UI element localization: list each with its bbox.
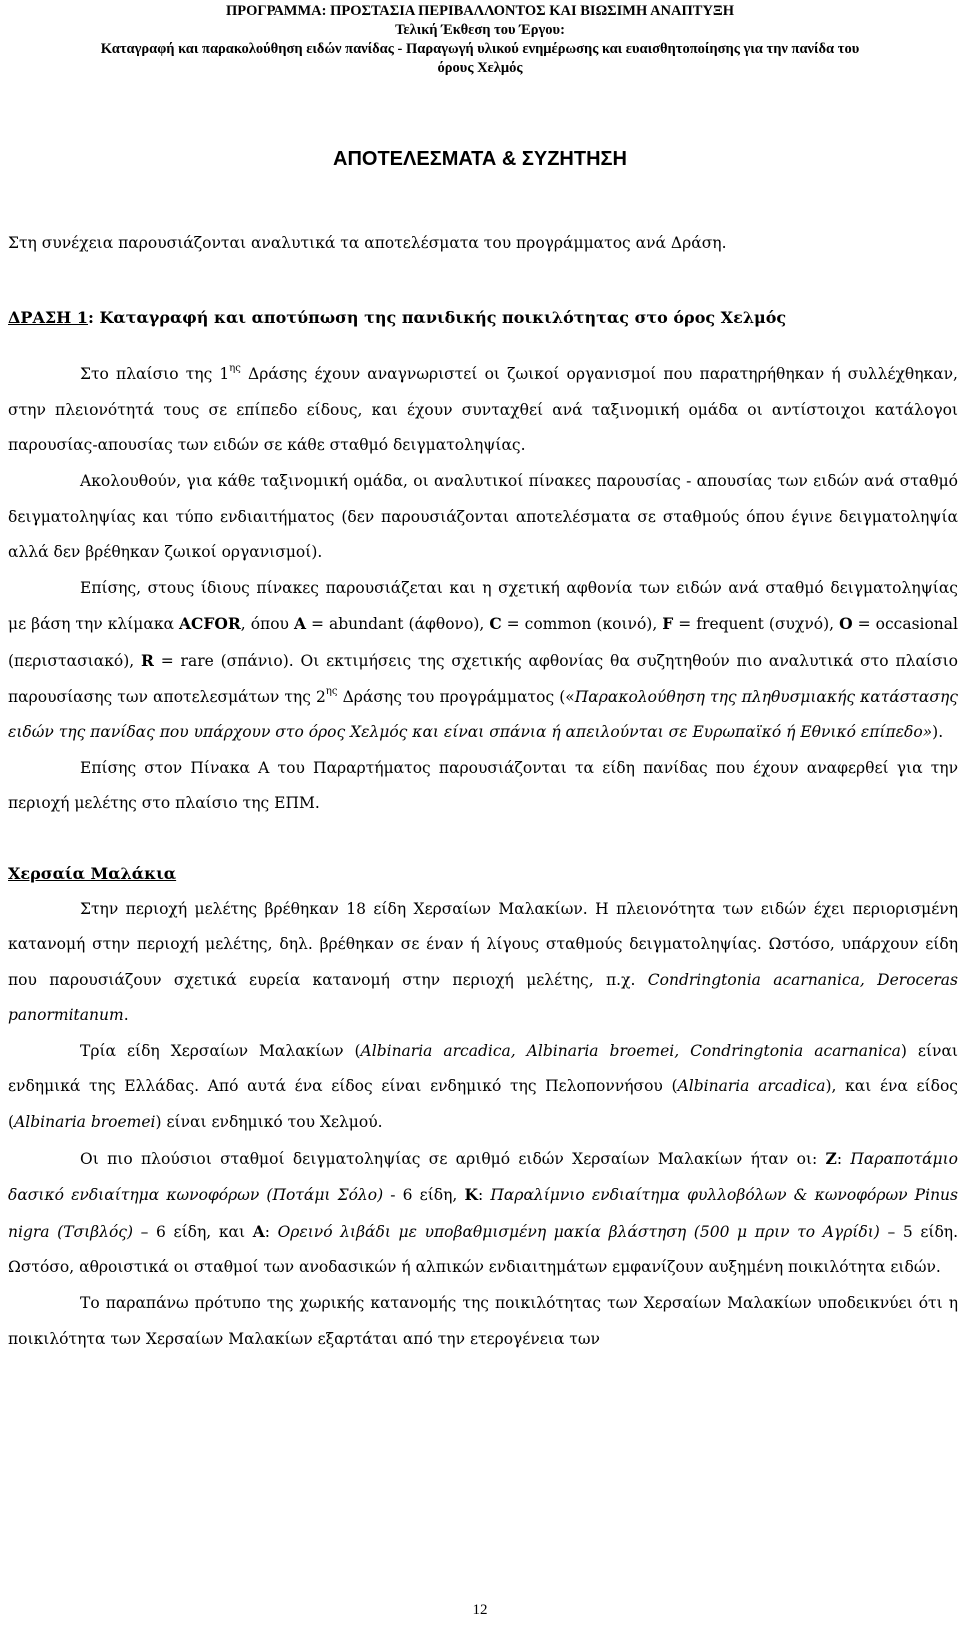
document-body bbox=[8, 226, 958, 1357]
paragraph-2: Ακολουθούν, για κάθε ταξινομική ομάδα, οι αναλυτικοί πίνακες παρουσίας - απουσίας των ειδών ανά σταθμό δειγματοληψίας και τύπο ενδιαιτήματος (δεν παρουσιάζονται αποτελέσματα σε σταθμούς όπου έγινε δειγματοληψία αλλά δεν βρέθηκαν ζωικοί οργανισμοί). bbox=[8, 471, 958, 562]
paragraph-6: Τρία είδη Χερσαίων Μαλακίων (Albinaria arcadica, Albinaria broemei, Condringtonia acarnanica) είναι ενδημικά της Ελλάδας. Από αυτά ένα είδος είναι ενδημικό της Πελοποννήσου (Albinaria arcadica), και ένα είδος (Albinaria broemei) είναι ενδημικό του Χελμού. bbox=[8, 1041, 958, 1132]
subsection-heading: Χερσαία Μαλάκια bbox=[8, 863, 177, 883]
section-title: ΑΠΟΤΕΛΕΣΜΑΤΑ & ΣΥΖΗΤΗΣΗ bbox=[333, 148, 627, 170]
action-heading: ΔΡΑΣΗ 1: Καταγραφή και αποτύπωση της πανιδικής ποικιλότητας στο όρος Χελμός bbox=[8, 307, 787, 327]
paragraph-7: Οι πιο πλούσιοι σταθμοί δειγματοληψίας σε αριθμό ειδών Χερσαίων Μαλακίων ήταν οι: Ζ: Παραποτάμιο δασικό ενδιαίτημα κωνοφόρων (Ποτάμι Σόλο) - 6 είδη, Κ: Παραλίμνιο ενδιαίτημα φυλλοβόλων & κωνοφόρων Pinus nigra (Τσιβλός) – 6 είδη, και Α: Ορεινό λιβάδι με υποβαθμισμένη μακία βλάστηση (500 μ πριν το Αγρίδι) – 5 είδη. Ωστόσο, αθροιστικά οι σταθμοί των ανοδασικών ή αλπικών ενδιαιτημάτων εμφανίζουν αυξημένη ποικιλότητα ειδών. bbox=[8, 1148, 959, 1277]
header-project-title-cont: όρους Χελμός bbox=[437, 60, 523, 76]
page-number: 12 bbox=[472, 1602, 488, 1618]
action-label: ΔΡΑΣΗ 1 bbox=[8, 307, 88, 327]
header-report-type: Τελική Έκθεση του Έργου: bbox=[395, 22, 565, 38]
paragraph-5: Στην περιοχή μελέτης βρέθηκαν 18 είδη Χερσαίων Μαλακίων. Η πλειονότητα των ειδών έχει περιορισμένη κατανομή στην περιοχή μελέτης, δηλ. βρέθηκαν σε έναν ή λίγους σταθμούς δειγματοληψίας. Ωστόσο, υπάρχουν είδη που παρουσιάζουν σχετικά ευρεία κατανομή στην περιοχή μελέτης, π.χ. Condringtonia acarnanica, Deroceras panormitanum. bbox=[8, 899, 958, 1025]
paragraph-3: Επίσης, στους ίδιους πίνακες παρουσιάζεται και η σχετική αφθονία των ειδών ανά σταθμό δειγματοληψίας με βάση την κλίμακα ACFOR, όπου A = abundant (άφθονο), C = common (κοινό), F = frequent (συχνό), O = occasional (περιστασιακό), R = rare (σπάνιο). Οι εκτιμήσεις της σχετικής αφθονίας θα συζητηθούν πιο αναλυτικά στο πλαίσιο παρουσίασης των αποτελεσμάτων της $2^{\eta\varsigma}$ Δράσης του προγράμματος («Παρακολούθηση της πληθυσμιακής κατάστασης ειδών της πανίδας που υπάρχουν στο όρος Χελμός και είναι σπάνια ή απειλούνται σε Ευρωπαϊκό ή Εθνικό επίπεδο»). bbox=[8, 578, 958, 742]
intro-paragraph: Στη συνέχεια παρουσιάζονται αναλυτικά τα αποτελέσματα του προγράμματος ανά Δράση. bbox=[8, 234, 727, 252]
action-title: Καταγραφή και αποτύπωση της πανιδικής ποικιλότητας στο όρος Χελμός bbox=[99, 307, 787, 327]
header-project-title: Καταγραφή και παρακολούθηση ειδών πανίδας - Παραγωγή υλικού ενημέρωσης και ευαισθητοποίησης για την πανίδα του bbox=[100, 41, 860, 57]
header-program: ΠΡΟΓΡΑΜΜΑ: ΠΡΟΣΤΑΣΙΑ ΠΕΡΙΒΑΛΛΟΝΤΟΣ ΚΑΙ ΒΙΩΣΙΜΗ ΑΝΑΠΤΥΞΗ bbox=[225, 3, 735, 19]
running-header bbox=[0, 2, 960, 78]
paragraph-4: Επίσης στον Πίνακα Α του Παραρτήματος παρουσιάζονται τα είδη πανίδας που έχουν αναφερθεί για την περιοχή μελέτης στο πλαίσιο της ΕΠΜ. bbox=[8, 758, 958, 813]
paragraph-1: Στο πλαίσιο της $1^{\eta\varsigma}$ Δράσης έχουν αναγνωριστεί οι ζωικοί οργανισμοί που παρατηρήθηκαν ή συλλέχθηκαν, στην πλειονότητά τους σε επίπεδο είδους, και έχουν συνταχθεί ανά ταξινομική ομάδα οι αντίστοιχοι κατάλογοι παρουσίας-απουσίας των ειδών σε κάθε σταθμό δειγματοληψίας. bbox=[8, 363, 958, 455]
paragraph-8: Το παραπάνω πρότυπο της χωρικής κατανομής της ποικιλότητας των Χερσαίων Μαλακίων υποδεικνύει ότι η ποικιλότητα των Χερσαίων Μαλακίων εξαρτάται από την ετερογένεια των bbox=[8, 1294, 958, 1348]
